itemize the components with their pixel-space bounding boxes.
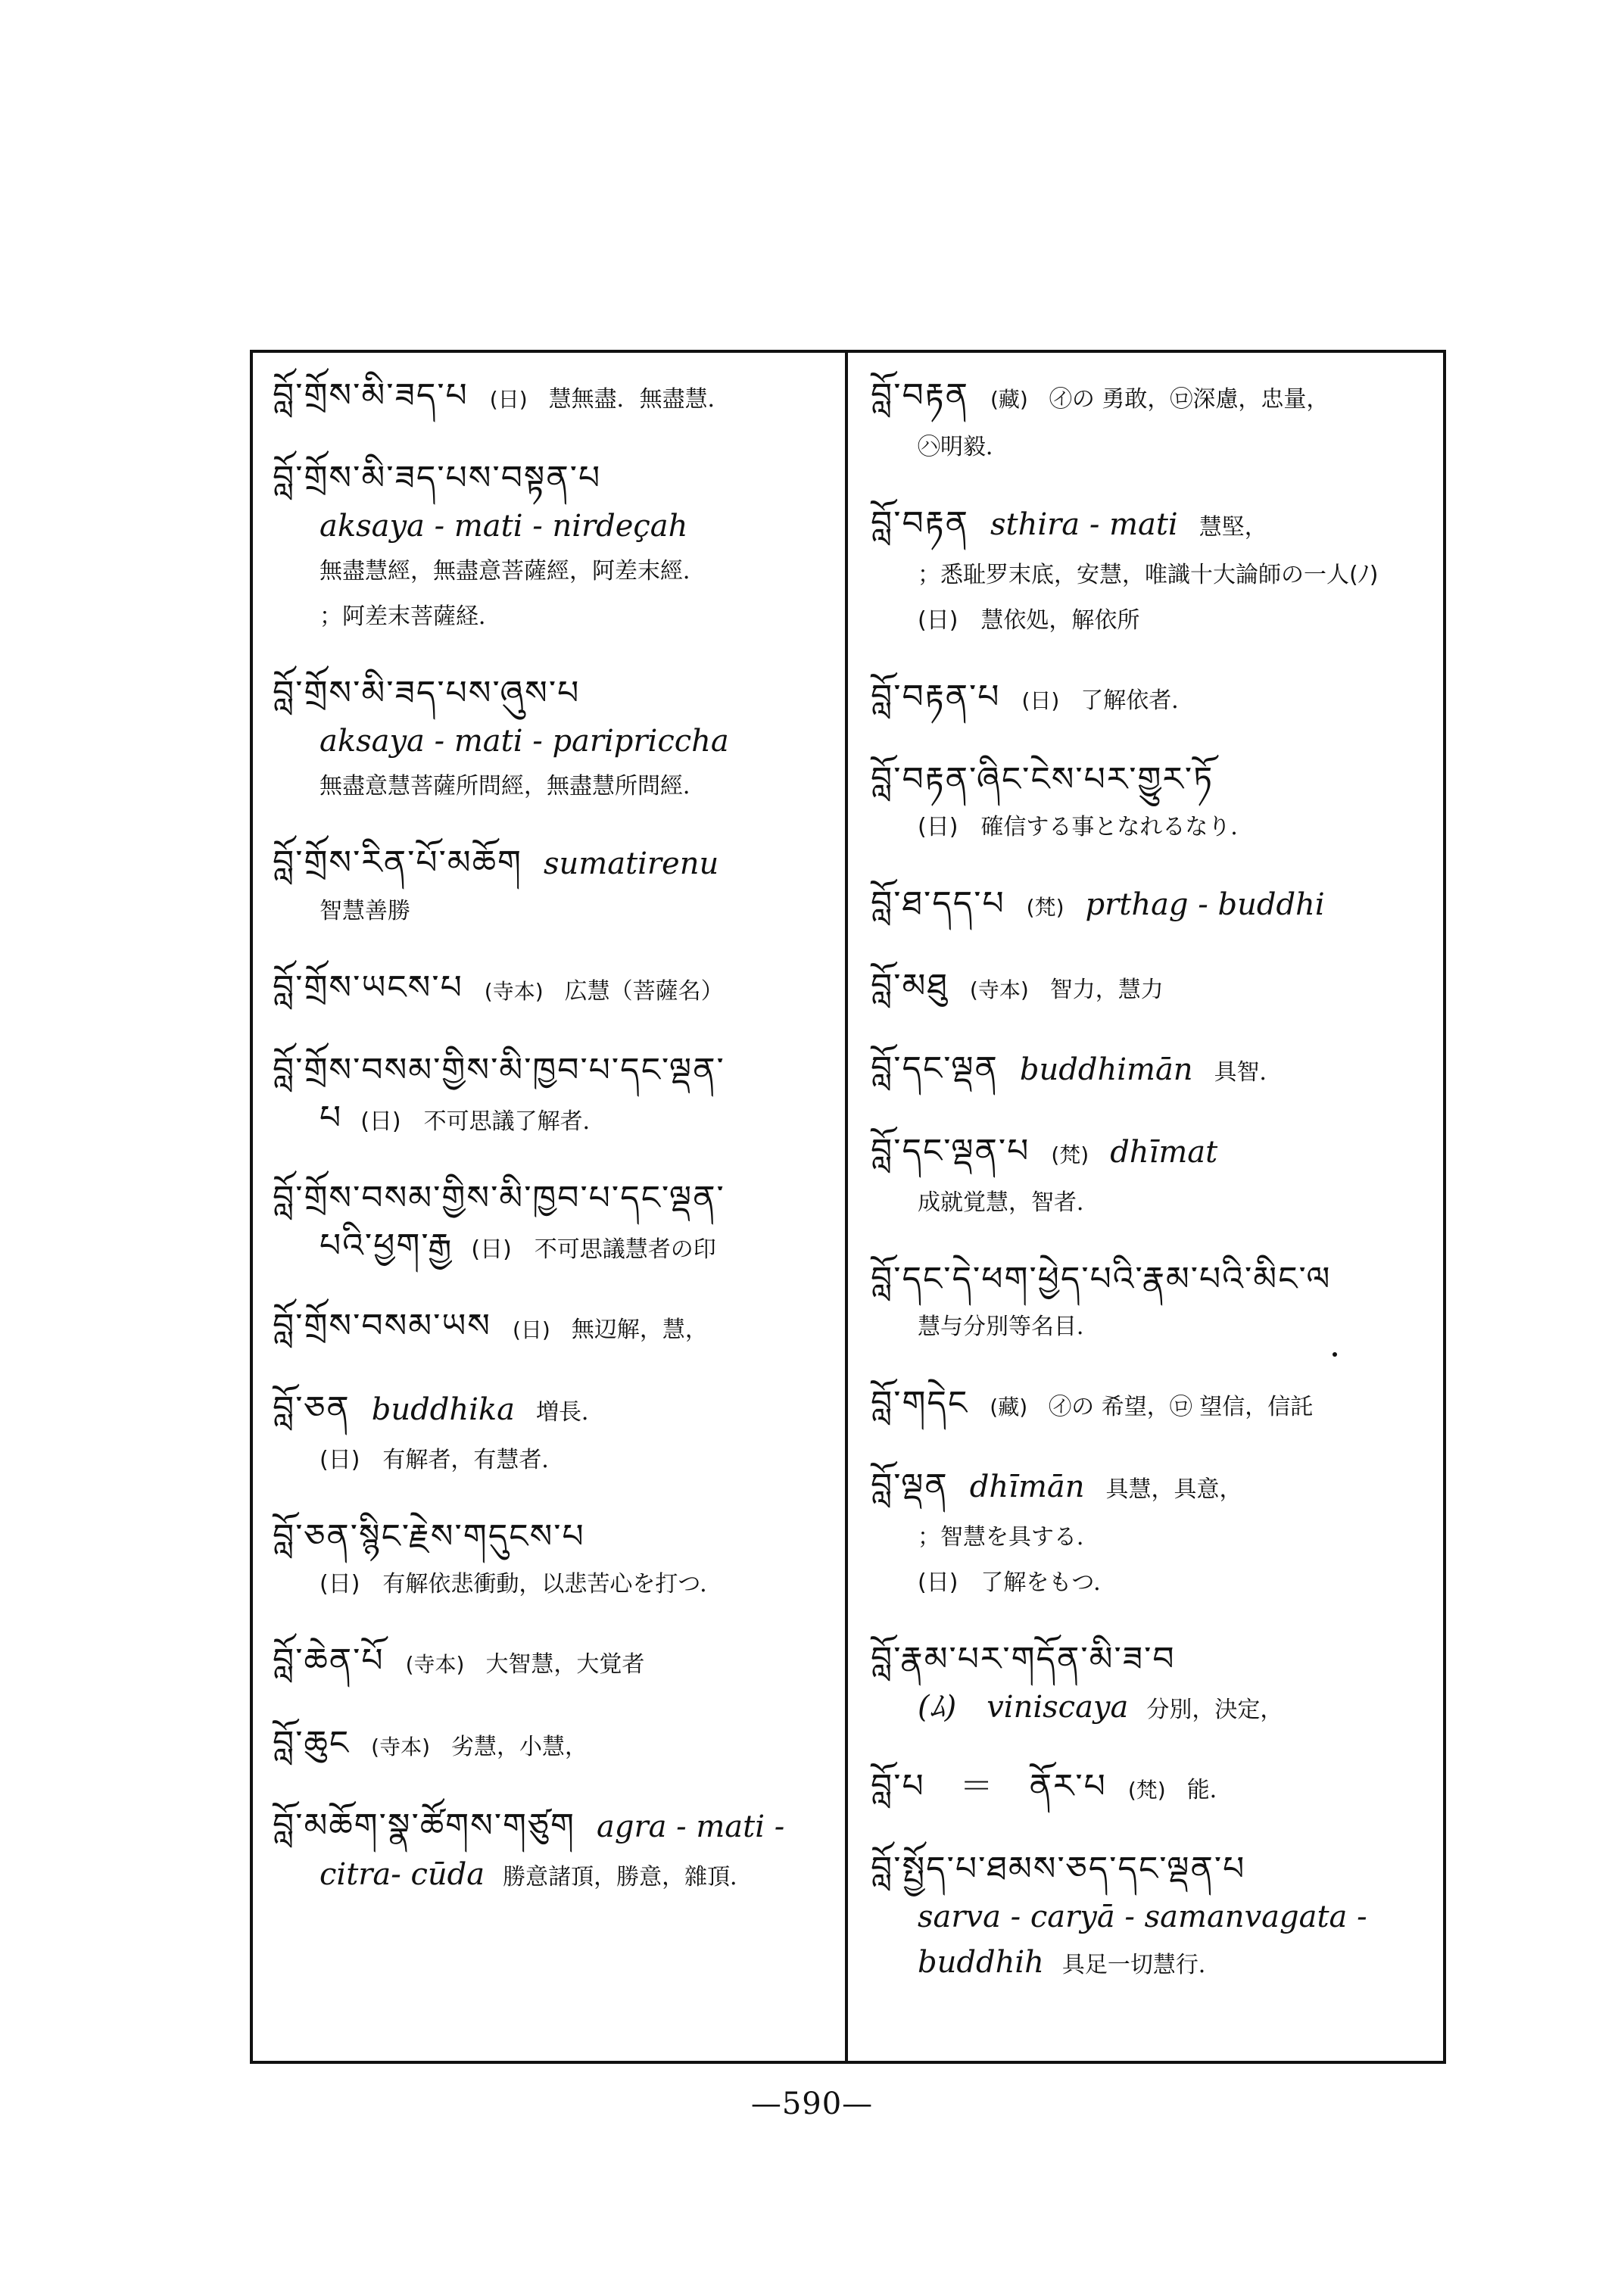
dictionary-entry	[871, 755, 1446, 850]
gloss-text: 慧堅，	[1199, 514, 1267, 541]
tibetan-headword: བློ་གྲོས་མི་ཟད་པས་བསྟན་པ	[273, 459, 602, 497]
source-tag: (梵)	[1026, 895, 1064, 920]
tibetan-continuation: པ	[320, 1099, 343, 1137]
gloss-text: 広慧（菩薩名）	[564, 978, 724, 1005]
dictionary-entry	[273, 1801, 848, 1900]
dictionary-entry	[871, 1379, 1446, 1432]
tibetan-headword: བློ་གྲོས་བསམ་ཡས	[273, 1307, 491, 1345]
sanskrit-equivalent: aksaya - mati - paripriccha	[320, 724, 729, 759]
entry-headline	[871, 1461, 1446, 1515]
tibetan-headword: བློ་བརྟན་ཞིང་ངེས་པར་གྱུར་ཏོ	[871, 760, 1214, 799]
dictionary-entry	[871, 1044, 1446, 1098]
dictionary-entry	[273, 1301, 848, 1355]
tibetan-headword: བློ་བརྟན	[871, 504, 969, 543]
page-number: —590—	[750, 2087, 874, 2121]
tibetan-headword: བློ་མཆོག་སྣ་ཚོགས་གཙུག	[273, 1806, 575, 1845]
sanskrit-equivalent: sumatirenu	[544, 846, 719, 881]
tibetan-headword: བློ་གྲོས་བསམ་གྱིས་མི་ཁྱབ་པ་དང་ལྡན་	[273, 1179, 725, 1217]
tibetan-headword: བློ་གྲོས་རིན་པོ་མཆོག	[273, 843, 522, 882]
source-tag: (日)	[489, 387, 528, 412]
entry-headline	[273, 1512, 848, 1562]
entry-headline	[871, 499, 1446, 553]
tibetan-headword: བློ་ཆུང	[273, 1724, 351, 1763]
gloss-text: 無辺解，慧，	[571, 1317, 708, 1343]
source-tag: (日)	[513, 1317, 550, 1342]
gloss-text: 劣慧，小慧，	[451, 1734, 588, 1760]
entry-headline	[273, 669, 848, 718]
source-tag: (寺本)	[969, 977, 1029, 1002]
sanskrit-equivalent: citra- cūda	[320, 1857, 485, 1892]
entry-continuation	[273, 1096, 848, 1145]
gloss-text: ㋑の 希望，㋺ 望信，信託	[1049, 1394, 1314, 1420]
tibetan-headword: བློ་ལྡན	[871, 1466, 949, 1505]
gloss-text: 具智．	[1214, 1059, 1283, 1086]
entry-headline	[273, 1384, 848, 1438]
dictionary-entry	[273, 1173, 848, 1273]
stray-dot	[1333, 1352, 1337, 1357]
sanskrit-equivalent: sthira - mati	[990, 507, 1178, 542]
entry-headline	[871, 672, 1446, 726]
gloss-text: ；悉耻罗末底，安慧，唯識十大論師の一人(ﾉ)	[918, 562, 1379, 588]
sanskrit-equivalent: sarva - caryā - samanvagata -	[918, 1900, 1367, 1934]
entry-headline	[871, 1762, 1446, 1816]
entry-continuation	[273, 1438, 848, 1483]
entry-headline	[871, 1379, 1446, 1432]
gloss-text: 大智慧，大覚者	[485, 1651, 645, 1678]
entry-continuation	[273, 1223, 848, 1273]
entry-headline	[273, 1173, 848, 1223]
tibetan-continuation: པའི་ཕྱག་རྒྱ	[320, 1226, 454, 1265]
tibetan-headword: བློ་དང་དེ་ཕག་ཕྱེད་པའི་རྣམ་པའི་མིང་ལ	[871, 1260, 1332, 1298]
entry-headline	[871, 962, 1446, 1015]
entry-headline	[871, 1044, 1446, 1098]
dictionary-entry	[871, 879, 1446, 933]
tibetan-headword: བློ་རྣམ་པར་གདོན་མི་ཟ་བ	[871, 1640, 1176, 1678]
tibetan-headword: བློ་དང་ལྡན་པ	[871, 1132, 1030, 1170]
dictionary-entry	[273, 1384, 848, 1483]
entry-continuation	[871, 1894, 1446, 1940]
tibetan-headword: བློ་གྲོས་བསམ་གྱིས་མི་ཁྱབ་པ་དང་ལྡན་	[273, 1051, 725, 1089]
tibetan-headword: བློ་མཐུ	[871, 967, 949, 1005]
source-tag: (寺本)	[371, 1735, 431, 1759]
gloss-text: 能．	[1186, 1777, 1233, 1803]
source-tag: (梵)	[1051, 1142, 1089, 1167]
gloss-text: 無盡慧經，無盡意菩薩經，阿差末經．	[320, 558, 706, 584]
sanskrit-equivalent: buddhika	[371, 1392, 515, 1427]
gloss-text: ；智慧を具する．	[918, 1524, 1099, 1551]
entry-continuation	[273, 549, 848, 594]
dictionary-entry	[871, 1127, 1446, 1226]
entry-headline	[871, 1844, 1446, 1894]
gloss-text: (日) 不可思議了解者．	[360, 1108, 606, 1135]
sanskrit-equivalent: aksaya - mati - nirdeçah	[320, 509, 688, 544]
dictionary-entry	[273, 963, 848, 1017]
sanskrit-equivalent: agra - mati -	[597, 1809, 785, 1844]
dictionary-entry	[273, 838, 848, 934]
gloss-text: 具足一切慧行．	[1061, 1952, 1221, 1978]
tibetan-headword: བློ་གྲོས་མི་ཟད་པ	[273, 376, 469, 415]
entry-headline	[273, 1301, 848, 1355]
dictionary-entry	[273, 1636, 848, 1690]
sanskrit-equivalent: (ﾑ) viniscaya	[918, 1690, 1129, 1725]
entry-headline	[871, 755, 1446, 805]
sanskrit-equivalent: buddhih	[918, 1945, 1044, 1980]
tibetan-headword: བློ་བརྟན	[871, 376, 969, 415]
tibetan-headword: བློ་ཅན་སྙིང་རྗེས་གདུངས་པ	[273, 1517, 585, 1556]
tibetan-headword: བློ་པ ＝ ནོར་པ	[871, 1767, 1107, 1806]
tibetan-headword: བློ་ཅན	[273, 1389, 351, 1428]
gloss-text: 具慧，具意，	[1105, 1476, 1242, 1503]
dictionary-entry	[871, 1762, 1446, 1816]
tibetan-headword: བློ་ཆེན་པོ	[273, 1641, 385, 1680]
entry-headline	[273, 1801, 848, 1852]
dictionary-entry	[273, 1512, 848, 1607]
tibetan-headword: བློ་གྲོས་ཡངས་པ	[273, 968, 463, 1007]
gloss-text: ㋩明毅．	[918, 434, 1008, 460]
dictionary-entry	[871, 1635, 1446, 1733]
entry-continuation	[273, 889, 848, 934]
entry-continuation	[273, 594, 848, 640]
entry-headline	[273, 1719, 848, 1772]
entry-continuation	[273, 503, 848, 549]
entry-continuation	[273, 1852, 848, 1900]
entry-continuation	[871, 805, 1446, 850]
sanskrit-equivalent: prthag - buddhi	[1085, 887, 1325, 922]
entry-headline	[273, 371, 848, 425]
gloss-text: 成就覚慧，智者．	[918, 1189, 1099, 1216]
entry-headline	[273, 454, 848, 503]
sanskrit-equivalent: dhīmat	[1110, 1135, 1218, 1170]
entry-headline	[273, 1636, 848, 1690]
entry-headline	[273, 963, 848, 1017]
gloss-text: 了解依者．	[1080, 687, 1195, 714]
gloss-text: 勝意諸頂，勝意，雜頂．	[503, 1864, 753, 1890]
dictionary-entry	[273, 1719, 848, 1772]
source-tag: (梵)	[1127, 1778, 1166, 1803]
entry-headline	[871, 371, 1446, 425]
entry-continuation	[871, 425, 1446, 470]
source-tag: (日)	[1021, 688, 1060, 713]
dictionary-entry	[871, 371, 1446, 470]
sanskrit-equivalent: dhīmān	[969, 1470, 1085, 1504]
gloss-text: (日) 確信する事となれるなり．	[918, 814, 1254, 840]
entry-headline	[273, 838, 848, 889]
source-tag: (藏)	[990, 387, 1028, 412]
dictionary-entry	[871, 1844, 1446, 1988]
tibetan-headword: བློ་གྲོས་མི་ཟད་པས་ཞུས་པ	[273, 674, 581, 712]
entry-continuation	[273, 1562, 848, 1607]
dictionary-entry	[273, 669, 848, 809]
entry-headline	[871, 1635, 1446, 1685]
entry-continuation	[273, 718, 848, 764]
gloss-text: ；阿差末菩薩経．	[320, 603, 501, 630]
dictionary-entry	[273, 1046, 848, 1145]
gloss-text: (日) 了解をもつ．	[918, 1569, 1117, 1596]
gloss-text: 智力，慧力	[1049, 977, 1164, 1003]
entry-continuation	[273, 764, 848, 809]
gloss-text: 慧与分別等名目．	[918, 1314, 1099, 1340]
tibetan-headword: བློ་དང་ལྡན	[871, 1049, 999, 1088]
gloss-text: (日) 慧依処，解依所	[918, 607, 1140, 634]
tibetan-headword: བློ་བརྟན་པ	[871, 678, 1001, 716]
dictionary-entry	[273, 371, 848, 425]
entry-continuation	[871, 598, 1446, 644]
gloss-text: (日) 有解者，有慧者．	[320, 1447, 565, 1473]
gloss-text: 智慧善勝	[320, 898, 410, 924]
source-tag: (藏)	[990, 1395, 1028, 1420]
dictionary-entry	[871, 1461, 1446, 1606]
gloss-text: 慧無盡．無盡慧．	[548, 386, 731, 413]
dictionary-entry	[871, 672, 1446, 726]
tibetan-headword: བློ་གདེང	[871, 1384, 969, 1423]
right-column	[871, 371, 1446, 2017]
entry-headline	[871, 879, 1446, 933]
entry-headline	[871, 1127, 1446, 1180]
gloss-text: 分別，決定，	[1146, 1697, 1283, 1723]
entry-continuation	[871, 1515, 1446, 1560]
dictionary-entry	[871, 499, 1446, 644]
entry-continuation	[871, 1304, 1446, 1350]
entry-continuation	[871, 1560, 1446, 1606]
gloss-text: 増長．	[536, 1399, 604, 1426]
gloss-text: (日) 有解依悲衝動，以悲苦心を打つ．	[320, 1571, 723, 1597]
entry-continuation	[871, 1180, 1446, 1226]
gloss-text: 無盡意慧菩薩所問經，無盡慧所問經．	[320, 773, 706, 799]
gloss-text: ㋑の 勇敢，㋺深慮，忠量，	[1049, 386, 1329, 413]
tibetan-headword: བློ་སྤྱོད་པ་ཐམས་ཅད་དང་ལྡན་པ	[871, 1850, 1246, 1888]
dictionary-entry	[871, 962, 1446, 1015]
left-column	[273, 371, 848, 1929]
entry-continuation	[871, 1685, 1446, 1733]
entry-headline	[871, 1255, 1446, 1304]
sanskrit-equivalent: buddhimān	[1019, 1052, 1193, 1087]
tibetan-headword: བློ་ཐ་དད་པ	[871, 884, 1005, 923]
source-tag: (寺本)	[484, 979, 544, 1004]
entry-continuation	[871, 553, 1446, 598]
dictionary-entry	[273, 454, 848, 640]
dictionary-entry	[871, 1255, 1446, 1350]
gloss-text: (日) 不可思議慧者の印	[471, 1236, 716, 1263]
source-tag: (寺本)	[405, 1652, 465, 1677]
entry-continuation	[871, 1940, 1446, 1988]
entry-headline	[273, 1046, 848, 1096]
